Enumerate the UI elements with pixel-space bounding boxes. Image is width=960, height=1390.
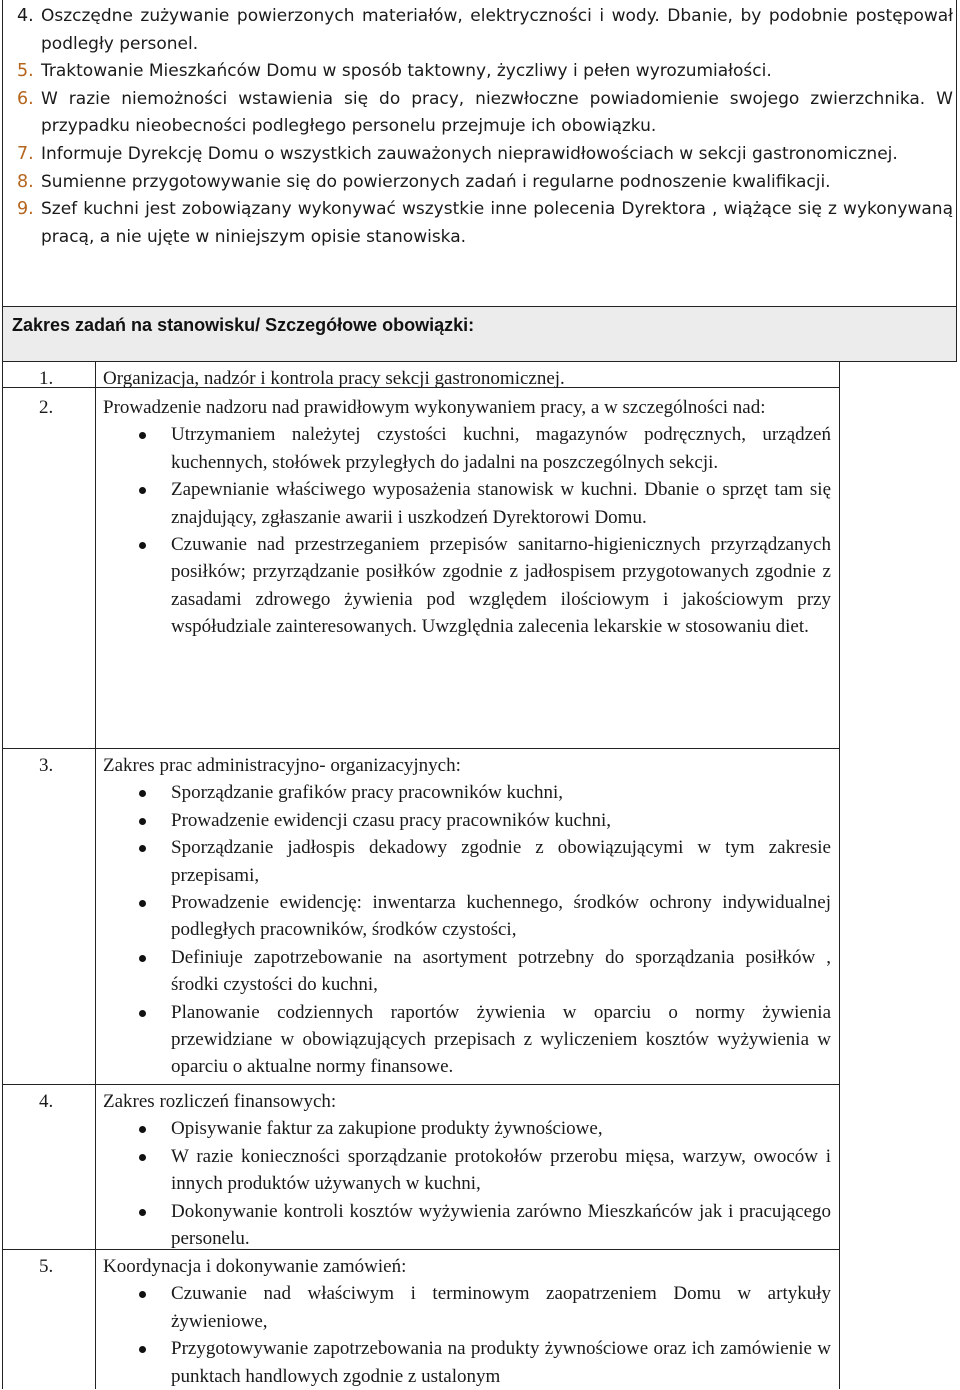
column-divider <box>95 362 96 1389</box>
bullet-icon <box>139 542 146 549</box>
row-title: Koordynacja i dokonywanie zamówień: <box>103 1256 407 1277</box>
bullet-text: Przygotowywanie zapotrzebowania na produkty żywnościowe oraz ich zamówienie w punktach handlowych zgodnie z ustalonym <box>171 1338 831 1387</box>
item-number: 9. <box>17 199 34 220</box>
bullet-item <box>103 999 831 1081</box>
bullet-item <box>103 1198 831 1253</box>
bullet-text: Czuwanie nad przestrzeganiem przepisów sanitarno-higienicznych przyrządzanych posiłków; przyrządzanie posiłków zgodnie z jadłospisem przygotowanych zgodnie z zasadami zdrowego żywienia pod względem ilościowym i jakościowym przy współudziale zainteresowanych. Uwzględnia zalecenia lekarskie w stosowaniu diet. <box>171 534 831 638</box>
item-text: Oszczędne zużywanie powierzonych materiałów, elektryczności i wody. Dbanie, by podobnie postępował podległy personel. <box>41 6 953 54</box>
item-number: 8. <box>17 171 34 192</box>
bullet-list <box>103 421 831 640</box>
list-item <box>17 196 953 251</box>
row-content <box>103 1253 831 1390</box>
bullet-icon <box>139 845 146 852</box>
top-duties-list <box>17 3 953 251</box>
bullet-text: Utrzymaniem należytej czystości kuchni, magazynów podręcznych, urządzeń kuchennych, stołówek przyległych do jadalni na poszczególnych sekcji. <box>171 424 831 473</box>
row-title: Prowadzenie nadzoru nad prawidłowym wykonywaniem pracy, a w szczególności nad: <box>103 397 766 418</box>
bullet-icon <box>139 487 146 494</box>
bullet-text: Opisywanie faktur za zakupione produkty żywnościowe, <box>171 1118 603 1140</box>
bullet-text: Czuwanie nad właściwym i terminowym zaopatrzeniem Domu w artykuły żywieniowe, <box>171 1283 831 1332</box>
bullet-icon <box>139 1209 146 1216</box>
item-text: Traktowanie Mieszkańców Domu w sposób taktowny, życzliwy i pełen wyrozumiałości. <box>41 61 772 82</box>
bullet-icon <box>139 900 146 907</box>
bullet-text: Zapewnianie właściwego wyposażenia stanowisk w kuchni. Dbanie o sprzęt tam się znajdujący, zgłaszanie awarii i uszkodzeń Dyrektorowi Domu. <box>171 479 831 528</box>
list-item <box>17 58 953 86</box>
bullet-text: Prowadzenie ewidencję: inwentarza kuchennego, środków ochrony indywidualnej podległych pracowników, środków czystości, <box>171 892 831 941</box>
bullet-icon <box>139 1291 146 1298</box>
section-header-cell <box>2 307 957 362</box>
row-number: 1. <box>39 368 54 389</box>
item-text: W razie niemożności wstawienia się do pracy, niezwłoczne powiadomienie swojego zwierzchnika. W przypadku nieobecności podległego personelu przejmuje ich obowiązku. <box>41 88 953 137</box>
bullet-icon <box>139 955 146 962</box>
bullet-list <box>103 1115 831 1252</box>
row-title: Zakres prac administracyjno- organizacyjnych: <box>103 755 461 776</box>
bullet-item <box>103 889 831 944</box>
item-number: 7. <box>17 143 34 164</box>
section-header: Zakres zadań na stanowisku/ Szczegółowe obowiązki: <box>12 315 475 335</box>
bullet-item <box>103 1143 831 1198</box>
bullet-text: W razie konieczności sporządzanie protokołów przerobu mięsa, warzyw, owoców i innych produktów używanych w kuchni, <box>171 1145 831 1195</box>
top-duties-box <box>2 0 957 307</box>
bullet-item <box>103 421 831 476</box>
row-divider <box>3 1084 839 1085</box>
bullet-item <box>103 779 831 806</box>
bullet-item <box>103 531 831 641</box>
bullet-text: Definiuje zapotrzebowanie na asortyment potrzebny do sporządzania posiłków , środki czystości do kuchni, <box>171 946 831 996</box>
item-number: 5. <box>17 61 34 82</box>
bullet-item <box>103 476 831 531</box>
row-content <box>103 1088 831 1252</box>
bullet-icon <box>139 1346 146 1353</box>
item-number: 6. <box>17 88 34 109</box>
row-divider <box>3 748 839 749</box>
bullet-item <box>103 1280 831 1335</box>
duties-table <box>2 362 840 1389</box>
item-text: Informuje Dyrekcję Domu o wszystkich zauważonych nieprawidłowościach w sekcji gastronomicznej. <box>41 143 898 164</box>
item-text: Sumienne przygotowywanie się do powierzonych zadań i regularne podnoszenie kwalifikacji. <box>41 171 831 192</box>
row-number: 3. <box>39 755 54 776</box>
bullet-item <box>103 807 831 834</box>
bullet-item <box>103 1115 831 1142</box>
bullet-list <box>103 1280 831 1390</box>
bullet-text: Sporządzanie jadłospis dekadowy zgodnie z obowiązującymi w tym zakresie przepisami, <box>171 837 831 886</box>
bullet-item <box>103 1335 831 1390</box>
row-content <box>103 394 831 641</box>
list-item <box>17 169 953 197</box>
bullet-item <box>103 944 831 999</box>
item-text: Szef kuchni jest zobowiązany wykonywać wszystkie inne polecenia Dyrektora , wiążące się z wykonywaną pracą, a nie ujęte w niniejszym opisie stanowiska. <box>41 199 953 247</box>
row-title: Organizacja, nadzór i kontrola pracy sekcji gastronomicznej. <box>103 368 565 389</box>
bullet-list <box>103 779 831 1080</box>
list-item <box>17 86 953 141</box>
list-item <box>17 3 953 58</box>
bullet-text: Planowanie codziennych raportów żywienia w oparciu o normy żywienia przewidziane w obowiązujących przepisach z wyliczeniem kosztów wyżywienia w oparciu o aktualne normy finansowe. <box>171 1001 831 1078</box>
bullet-icon <box>139 1126 146 1133</box>
bullet-text: Dokonywanie kontroli kosztów wyżywienia zarówno Mieszkańców jak i pracującego personelu. <box>171 1200 831 1250</box>
list-item <box>17 141 953 169</box>
bullet-icon <box>139 818 146 825</box>
row-number: 5. <box>39 1256 54 1277</box>
bullet-text: Sporządzanie grafików pracy pracowników kuchni, <box>171 782 563 804</box>
row-title: Zakres rozliczeń finansowych: <box>103 1091 337 1112</box>
bullet-text: Prowadzenie ewidencji czasu pracy pracowników kuchni, <box>171 809 611 831</box>
bullet-icon <box>139 1154 146 1161</box>
bullet-icon <box>139 790 146 797</box>
row-content <box>103 365 831 392</box>
row-number: 4. <box>39 1091 54 1112</box>
row-content <box>103 752 831 1081</box>
bullet-icon <box>139 432 146 439</box>
bullet-icon <box>139 1010 146 1017</box>
bullet-item <box>103 834 831 889</box>
item-number: 4. <box>17 6 34 26</box>
row-number: 2. <box>39 397 54 418</box>
